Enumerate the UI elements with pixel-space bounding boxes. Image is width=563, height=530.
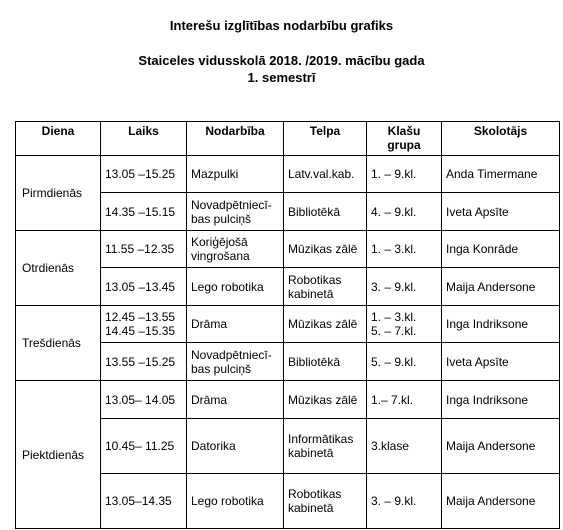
group-cell: 4. – 9.kl.	[367, 193, 442, 231]
schedule-table	[15, 121, 560, 529]
activity-cell: Novadpētniecī- bas pulciņš	[187, 193, 284, 231]
group-cell: 1. – 9.kl.	[367, 156, 442, 193]
activity-cell: Mazpulki	[187, 156, 284, 193]
table-row	[16, 306, 560, 343]
table-row	[16, 231, 560, 268]
header-time: Laiks	[101, 122, 187, 156]
time-cell: 12.45 –13.55 14.45 –15.35	[101, 306, 187, 343]
time-cell: 13.05 –15.25	[101, 156, 187, 193]
teacher-cell: Maija Andersone	[442, 419, 560, 474]
time-cell: 13.55 –15.25	[101, 343, 187, 381]
teacher-cell: Iveta Apsīte	[442, 193, 560, 231]
room-cell: Robotikas kabinetā	[284, 268, 367, 306]
teacher-cell: Iveta Apsīte	[442, 343, 560, 381]
header-group: Klašu grupa	[367, 122, 442, 156]
room-cell: Mūzikas zālē	[284, 381, 367, 419]
time-cell: 13.05 –13.45	[101, 268, 187, 306]
teacher-cell: Inga Indriksone	[442, 306, 560, 343]
teacher-cell: Maija Andersone	[442, 268, 560, 306]
header-activity: Nodarbība	[187, 122, 284, 156]
room-cell: Mūzikas zālē	[284, 306, 367, 343]
activity-cell: Drāma	[187, 306, 284, 343]
teacher-cell: Anda Timermane	[442, 156, 560, 193]
group-cell: 3. – 9.kl.	[367, 474, 442, 529]
time-cell: 10.45– 11.25	[101, 419, 187, 474]
table-row	[16, 156, 560, 193]
room-cell: Robotikas kabinetā	[284, 474, 367, 529]
group-cell: 1. – 3.kl. 5. – 7.kl.	[367, 306, 442, 343]
header-row	[16, 122, 560, 156]
group-cell: 3.klase	[367, 419, 442, 474]
room-cell: Mūzikas zālē	[284, 231, 367, 268]
teacher-cell: Maija Andersone	[442, 474, 560, 529]
teacher-cell: Inga Indriksone	[442, 381, 560, 419]
room-cell: Bibliotēkā	[284, 193, 367, 231]
activity-cell: Datorika	[187, 419, 284, 474]
group-cell: 5. – 9.kl.	[367, 343, 442, 381]
table-row	[16, 381, 560, 419]
room-cell: Bibliotēkā	[284, 343, 367, 381]
group-cell: 3. – 9.kl.	[367, 268, 442, 306]
activity-cell: Lego robotika	[187, 474, 284, 529]
document-semester: 1. semestrī	[247, 70, 316, 85]
time-cell: 13.05–14.35	[101, 474, 187, 529]
group-cell: 1.– 7.kl.	[367, 381, 442, 419]
activity-cell: Lego robotika	[187, 268, 284, 306]
teacher-cell: Inga Konrāde	[442, 231, 560, 268]
day-cell-wednesday: Trešdienās	[16, 306, 101, 381]
header-day: Diena	[16, 122, 101, 156]
day-cell-friday: Piektdienās	[16, 381, 101, 529]
day-cell-monday: Pirmdienās	[16, 156, 101, 231]
room-cell: Informātikas kabinetā	[284, 419, 367, 474]
document-title: Interešu izglītības nodarbību grafiks	[169, 18, 394, 33]
time-cell: 11.55 –12.35	[101, 231, 187, 268]
room-cell: Latv.val.kab.	[284, 156, 367, 193]
document-subtitle: Staiceles vidusskolā 2018. /2019. mācību gada	[138, 53, 425, 68]
time-cell: 13.05– 14.05	[101, 381, 187, 419]
group-cell: 1. – 3.kl.	[367, 231, 442, 268]
header-teacher: Skolotājs	[442, 122, 560, 156]
time-cell: 14.35 –15.15	[101, 193, 187, 231]
header-room: Telpa	[284, 122, 367, 156]
activity-cell: Koriģējošā vingrošana	[187, 231, 284, 268]
activity-cell: Novadpētniecī- bas pulciņš	[187, 343, 284, 381]
day-cell-tuesday: Otrdienās	[16, 231, 101, 306]
activity-cell: Drāma	[187, 381, 284, 419]
